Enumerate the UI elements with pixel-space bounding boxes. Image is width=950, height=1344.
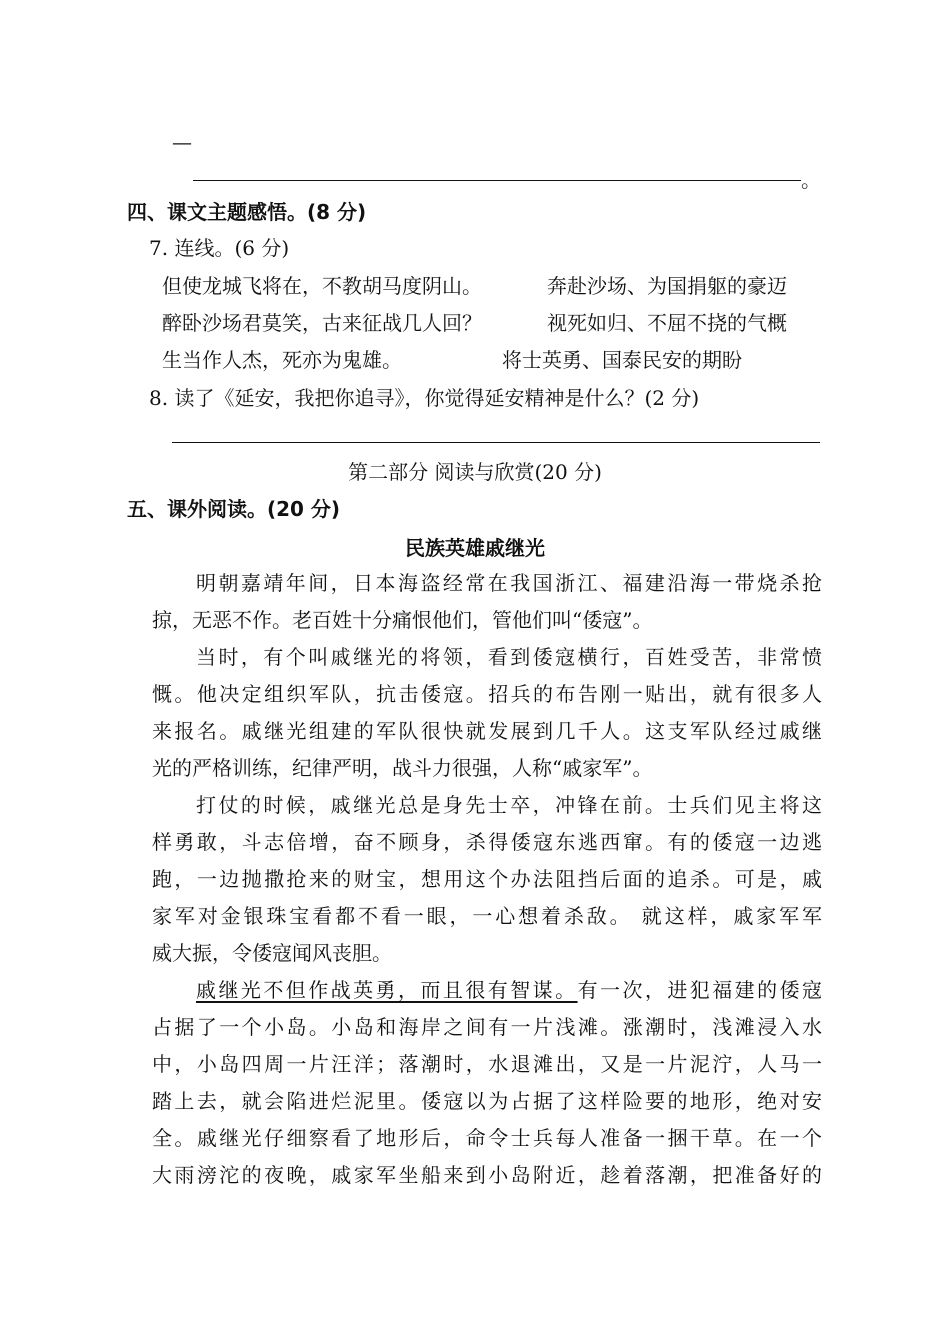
- match-left-3[interactable]: 生当作人杰，死亦为鬼雄。: [162, 348, 402, 372]
- answer-period: 。: [801, 168, 821, 192]
- passage-line: 中，小岛四周一片汪洋；落潮时，水退滩出，又是一片泥泞，人马一: [152, 1052, 822, 1076]
- article-title: 民族英雄戚继光: [405, 536, 545, 560]
- passage-line: 光的严格训练，纪律严明，战斗力很强，人称“戚家军”。: [152, 756, 653, 780]
- passage-line: 家军对金银珠宝看都不看一眼，一心想着杀敌。 就这样，戚家军军: [152, 904, 822, 928]
- underlined-sentence: 戚继光不但作战英勇，而且很有智谋。: [196, 978, 578, 1002]
- part2-title: 第二部分 阅读与欣赏(20 分): [348, 460, 602, 484]
- passage-line: 占据了一个小岛。小岛和海岸之间有一片浅滩。涨潮时，浅滩浸入水: [152, 1015, 822, 1039]
- q8-answer-line[interactable]: [172, 442, 820, 443]
- passage-line: 慨。他决定组织军队，抗击倭寇。招兵的布告刚一贴出，就有很多人: [152, 682, 822, 706]
- match-left-2[interactable]: 醉卧沙场君莫笑，古来征战几人回？: [162, 311, 482, 335]
- q7-label: 7. 连线。(6 分): [149, 236, 290, 260]
- passage-line: 威大振，令倭寇闻风丧胆。: [152, 941, 392, 965]
- match-left-1[interactable]: 但使龙城飞将在，不教胡马度阴山。: [162, 274, 482, 298]
- section4-heading: 四、课文主题感悟。(8 分): [127, 200, 367, 224]
- section5-heading: 五、课外阅读。(20 分): [127, 497, 341, 521]
- passage-line: 大雨滂沱的夜晚，戚家军坐船来到小岛附近，趁着落潮，把准备好的: [152, 1163, 822, 1187]
- passage-line: 明朝嘉靖年间，日本海盗经常在我国浙江、福建沿海一带烧杀抢: [196, 571, 822, 595]
- match-right-2[interactable]: 视死如归、不屈不挠的气概: [547, 311, 787, 335]
- q8-label: 8. 读了《延安，我把你追寻》，你觉得延安精神是什么？(2 分): [149, 386, 700, 410]
- passage-line: 跑，一边抛撒抢来的财宝，想用这个办法阻挡后面的追杀。可是，戚: [152, 867, 822, 891]
- passage-line: 踏上去，就会陷进烂泥里。倭寇以为占据了这样险要的地形，绝对安: [152, 1089, 822, 1113]
- match-right-1[interactable]: 奔赴沙场、为国捐躯的豪迈: [547, 274, 787, 298]
- passage-line: 当时，有个叫戚继光的将领，看到倭寇横行，百姓受苦，非常愤: [196, 645, 822, 669]
- underlined-sentence-rest: 有一次，进犯福建的倭寇: [577, 978, 823, 1002]
- passage-line: 来报名。戚继光组建的军队很快就发展到几千人。这支军队经过戚继: [152, 719, 822, 743]
- passage-line: 打仗的时候，戚继光总是身先士卒，冲锋在前。士兵们见主将这: [196, 793, 822, 817]
- passage-line-underlined: [152, 972, 822, 1009]
- match-right-3[interactable]: 将士英勇、国泰民安的期盼: [502, 348, 742, 372]
- answer-line[interactable]: [193, 180, 801, 181]
- passage-line: 样勇敢，斗志倍增，奋不顾身，杀得倭寇东逃西窜。有的倭寇一边逃: [152, 830, 822, 854]
- answer-dash: —: [172, 130, 192, 154]
- reading-passage: [152, 565, 822, 1194]
- passage-line: 掠，无恶不作。老百姓十分痛恨他们，管他们叫“倭寇”。: [152, 608, 653, 632]
- passage-line: 全。戚继光仔细察看了地形后，命令士兵每人准备一捆干草。在一个: [152, 1126, 822, 1150]
